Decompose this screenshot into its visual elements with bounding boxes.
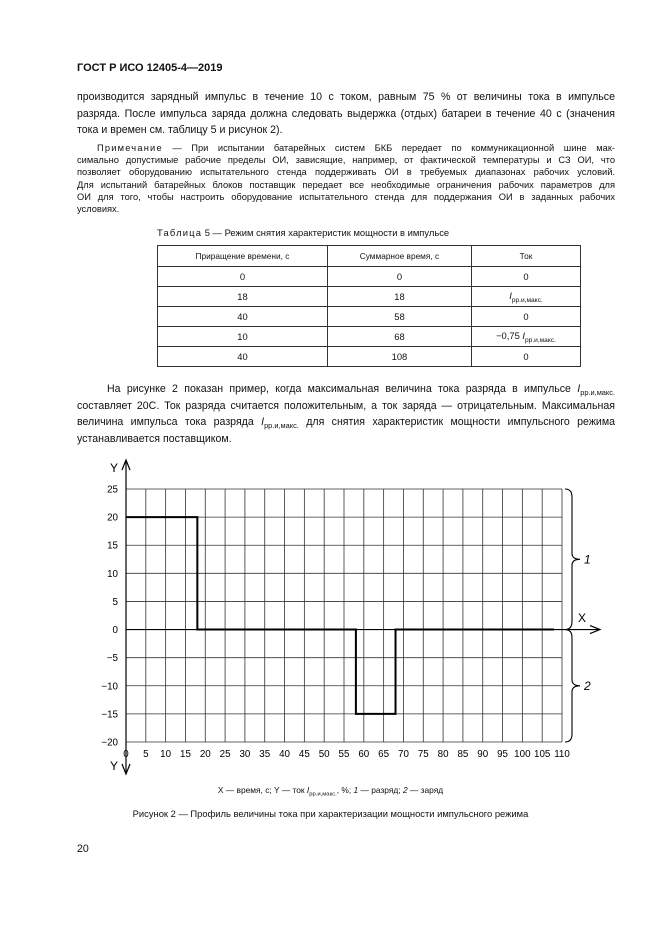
x-tick-label: 95 <box>497 749 508 760</box>
current-symbol: I <box>261 416 265 428</box>
x-tick-label: 105 <box>534 749 551 760</box>
x-tick-label: 35 <box>259 749 271 760</box>
current-subscript: рр.и,макс. <box>264 421 299 431</box>
col-header-total-time: Суммарное время, с <box>327 246 471 267</box>
current-profile-line <box>126 517 554 714</box>
x-axis-label: X <box>578 611 587 625</box>
table-cell: 0 <box>471 347 580 367</box>
chart-axes <box>110 460 600 774</box>
legend-subscript: рр.и,макс. <box>309 791 337 798</box>
y-tick-label: 25 <box>107 484 118 496</box>
x-tick-label: 30 <box>239 749 251 760</box>
table-cell: 58 <box>327 307 471 327</box>
x-tick-label: 50 <box>318 749 330 760</box>
current-symbol: I <box>577 383 581 395</box>
brace-label-2: 2 <box>584 678 591 693</box>
table-cell: 108 <box>327 347 471 367</box>
chart-ticks <box>101 485 570 761</box>
figure-caption: Рисунок 2 — Профиль величины тока при характеризации мощности импульсного режима <box>132 808 529 819</box>
table-cell: 18 <box>158 287 328 307</box>
paragraph2-line4: устанавливается поставщиком. <box>77 432 232 445</box>
y-axis-label-bottom: Y <box>110 759 119 773</box>
table-cell: 0 <box>327 267 471 287</box>
x-tick-label: 80 <box>437 749 449 760</box>
paragraph-line: тока и времен см. таблицу 5 и рисунок 2). <box>77 124 283 136</box>
legend-symbol: I <box>306 785 310 795</box>
x-tick-label: 60 <box>358 749 370 760</box>
brace-label-1: 1 <box>584 552 591 567</box>
legend-text: — разряд; <box>358 785 403 795</box>
chart-grid <box>126 489 562 742</box>
x-tick-label: 75 <box>417 749 429 760</box>
page-number: 20 <box>77 843 89 855</box>
note-line: При испытании батарейных систем БКБ передает по коммуникационной шине мак- <box>191 143 615 153</box>
y-tick-label: 10 <box>107 568 118 580</box>
y-tick-label: 20 <box>107 512 118 524</box>
table-cell: 0 <box>471 267 580 287</box>
x-tick-label: 110 <box>554 749 570 760</box>
table-cell: $I_{рр.и,макс.}$ <box>471 287 580 307</box>
x-tick-label: 0 <box>123 749 129 760</box>
legend-text: X — время, с; Y — ток <box>217 785 307 795</box>
paragraph2-line2: составляет 20С. Ток разряда считается положительным, а ток заряда — отрицательным. Максимальная <box>77 399 615 412</box>
x-tick-label: 20 <box>199 749 211 760</box>
note-line: ОИ для того, чтобы настроить оборудование испытательного стенда для поддержания ОИ в заданных рабочих <box>77 191 615 202</box>
paragraph2-line3b: для снятия характеристик мощности импульсного режима <box>298 416 615 428</box>
x-tick-label: 100 <box>514 749 531 760</box>
y-tick-label: −5 <box>106 653 118 665</box>
paragraph-line: разряда. После импульса заряда должна следовать выдержка (отдых) батареи в течение 40 с (значения <box>77 107 615 120</box>
note-label: Примечание <box>97 143 163 153</box>
col-header-time-increment: Приращение времени, с <box>158 246 328 267</box>
y-axis-label-top: Y <box>110 461 119 475</box>
x-tick-label: 55 <box>338 749 350 760</box>
table-cell: −0,75 $I_{рр.и,макс.}$ <box>471 327 580 347</box>
legend-text: , %; <box>336 785 354 795</box>
x-tick-label: 5 <box>143 749 149 760</box>
current-subscript: рр.и,макс. <box>580 388 615 398</box>
table-caption-text: 5 — Режим снятия характеристик мощности в импульсе <box>202 227 450 238</box>
figure-legend <box>0 785 661 798</box>
note-line: Для испытаний батарейных блоков поставщик передает все необходимые ограничения рабочих параметров для <box>77 179 615 190</box>
legend-key-2: 2 <box>402 785 408 795</box>
table-cell: 10 <box>158 327 328 347</box>
x-tick-label: 40 <box>279 749 290 760</box>
paragraph2-line3a: величина импульса тока разряда <box>77 416 262 428</box>
table-cell: 68 <box>327 327 471 347</box>
x-tick-label: 90 <box>477 749 489 760</box>
table-caption-label: Таблица <box>157 227 203 238</box>
table-cell: 0 <box>471 307 580 327</box>
table-cell: 40 <box>158 347 328 367</box>
legend-key-1: 1 <box>353 785 359 795</box>
x-tick-label: 85 <box>457 749 469 760</box>
x-tick-label: 65 <box>378 749 390 760</box>
table-cell: 40 <box>158 307 328 327</box>
y-tick-label: 5 <box>112 596 118 608</box>
y-tick-label: −15 <box>101 709 118 721</box>
x-tick-label: 70 <box>398 749 409 760</box>
brace-1 <box>565 489 580 630</box>
brace-2 <box>565 630 580 742</box>
note-dash: — <box>162 143 192 153</box>
x-tick-label: 10 <box>160 749 172 760</box>
table-cell: 0 <box>158 267 328 287</box>
paragraph2-line1: На рисунке 2 показан пример, когда максимальная величина тока разряда в импульсе <box>107 383 578 395</box>
y-tick-label: 15 <box>107 540 118 552</box>
document-header: ГОСТ Р ИСО 12405-4—2019 <box>77 62 223 74</box>
y-tick-label: −20 <box>101 737 118 749</box>
x-tick-label: 25 <box>219 749 231 760</box>
note-line: симально допустимые рабочие пределы ОИ, зависящие, например, от фактической температуры и СЗ ОИ, что <box>77 155 615 166</box>
paragraph-line: производится зарядный импульс в течение 10 с током, равным 75 % от величины тока в импульсе <box>77 91 615 103</box>
x-tick-label: 45 <box>298 749 310 760</box>
table-cell: 18 <box>327 287 471 307</box>
chart-series <box>126 517 554 714</box>
x-tick-label: 15 <box>180 749 191 760</box>
legend-text: — заряд <box>407 785 444 795</box>
note-line: условиях. <box>77 203 120 214</box>
y-tick-label: 0 <box>112 625 118 637</box>
y-tick-label: −10 <box>101 681 118 693</box>
note-line: позволяет оборудованию испытательного стенда поддерживать ОИ в требуемых диапазонах рабочих условий. <box>77 167 615 178</box>
col-header-current: Ток <box>471 246 580 267</box>
